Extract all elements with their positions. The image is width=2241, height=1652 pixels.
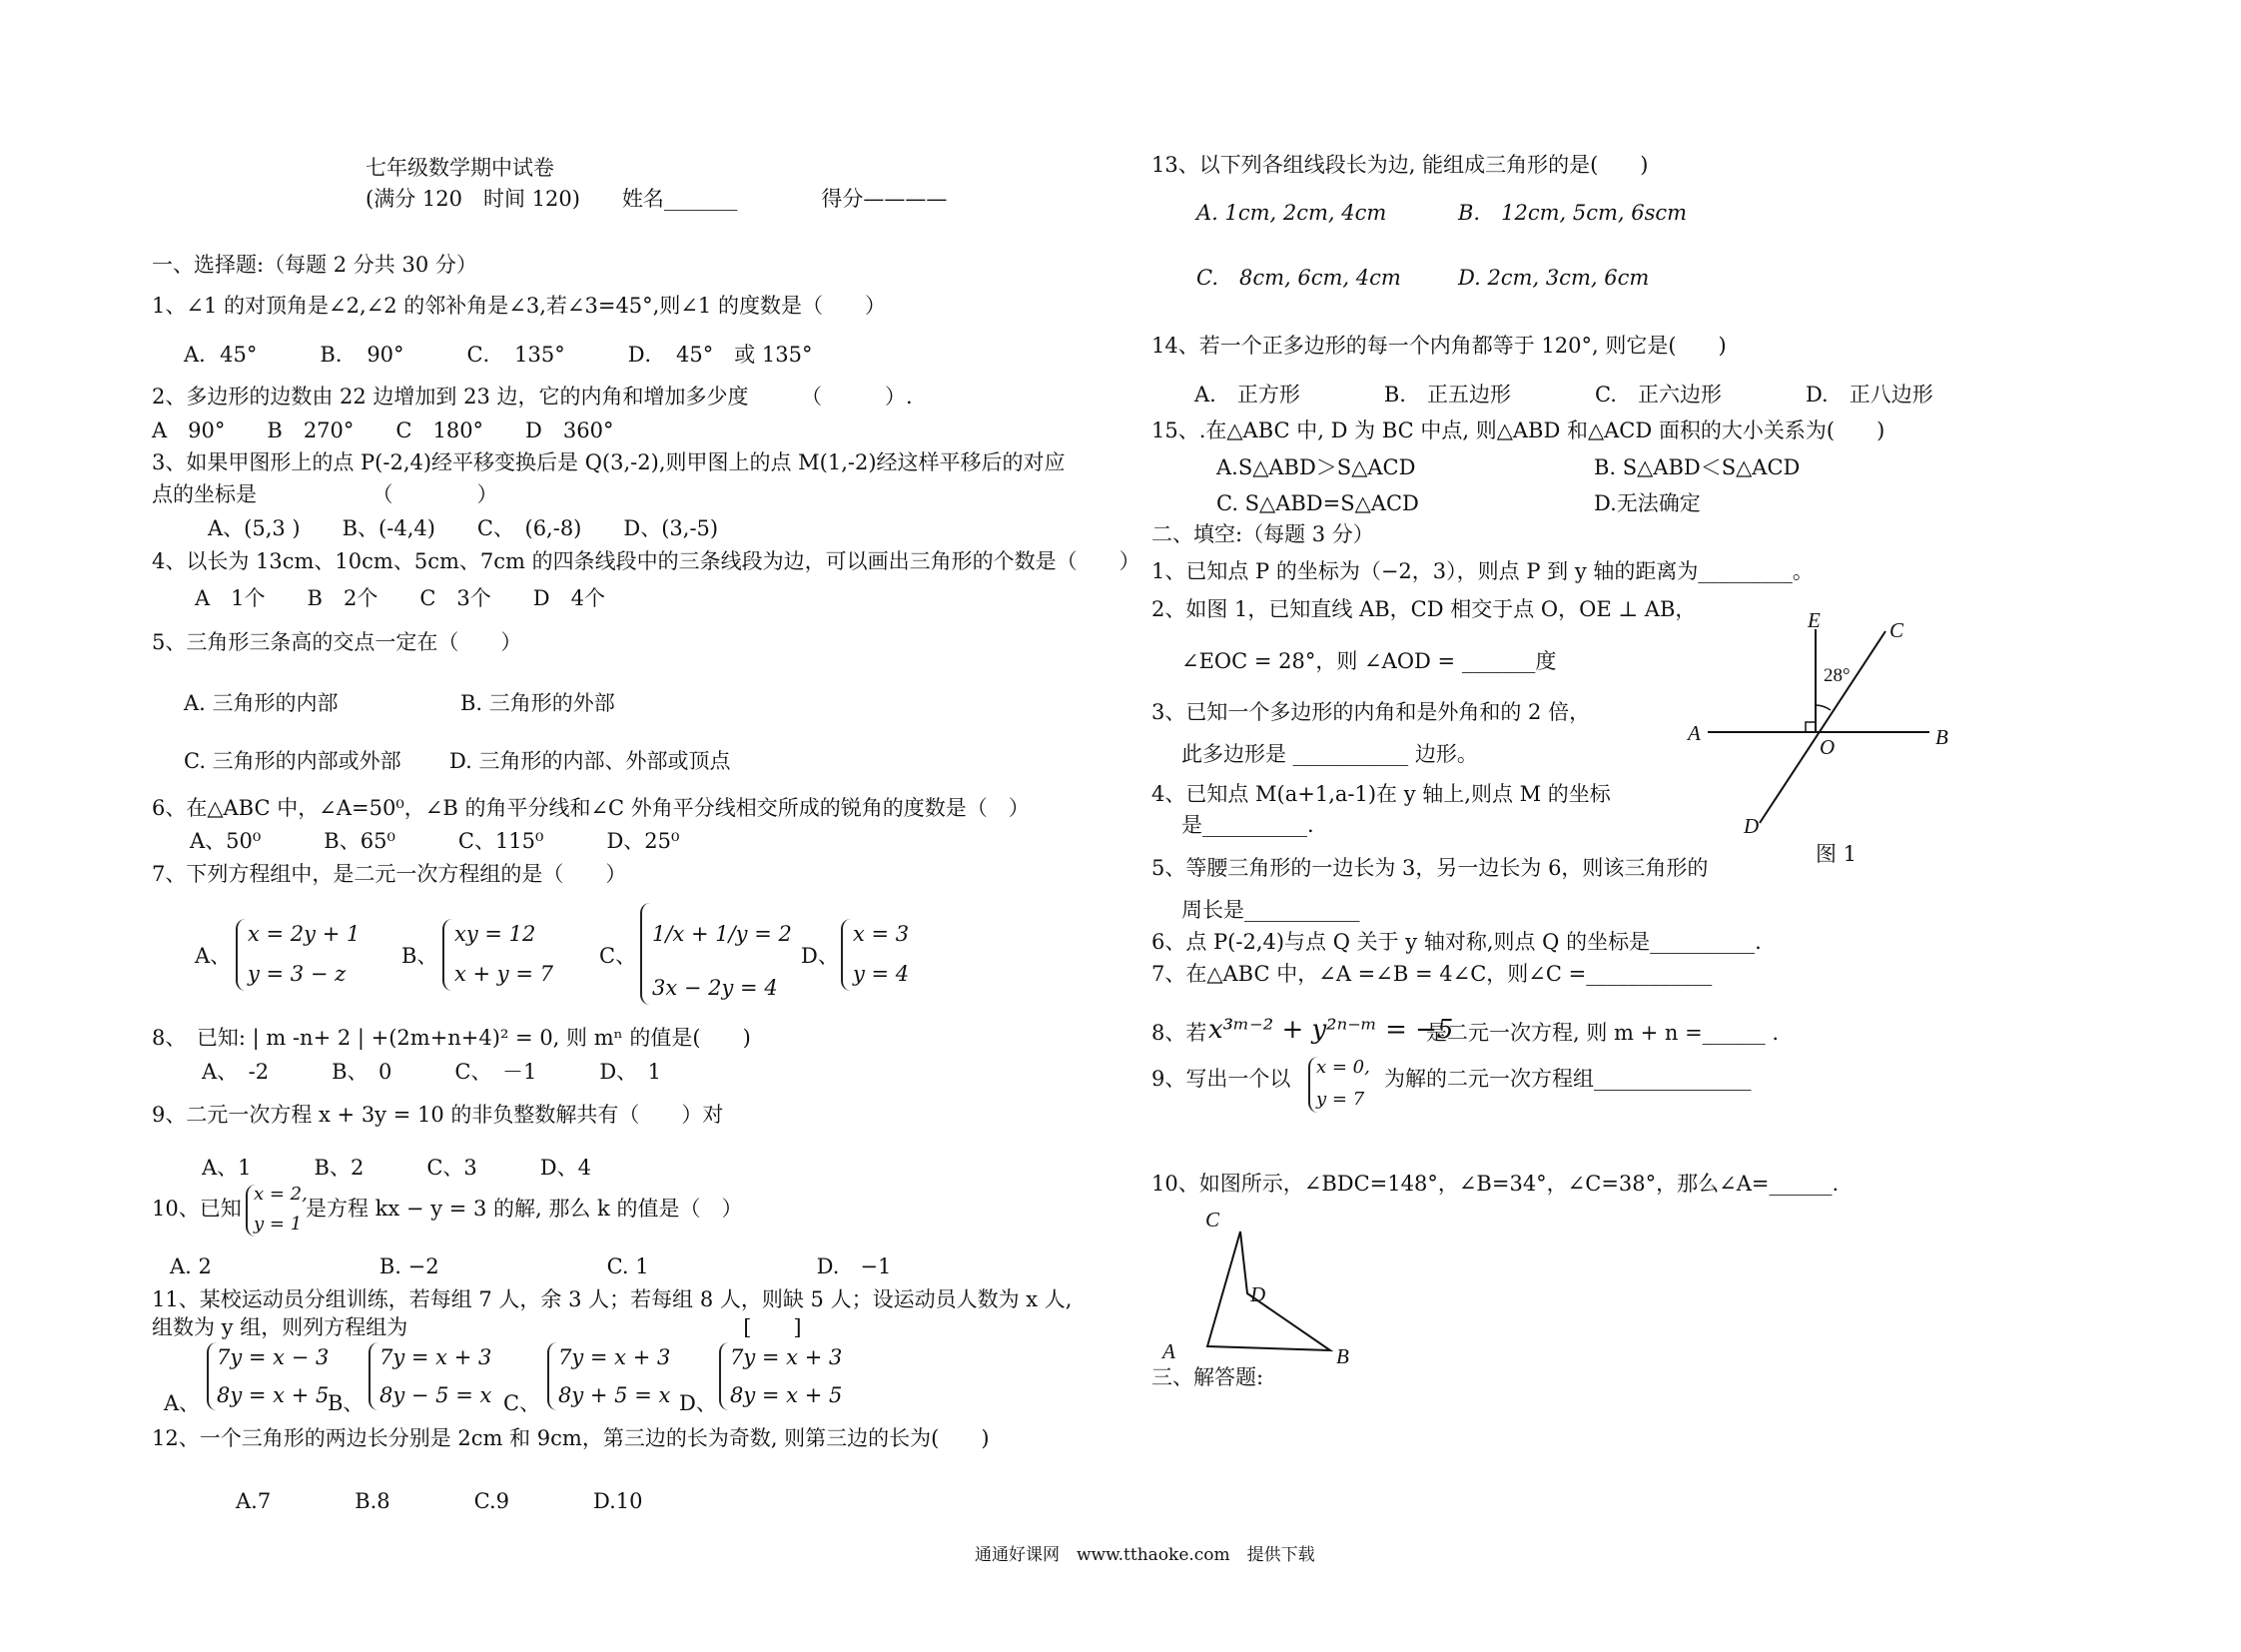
fill1-text: 1、已知点 P 的坐标为（−2，3），则点 P 到 y 轴的距离为_________。 <box>1151 559 1814 583</box>
q7-brace-b <box>442 919 454 991</box>
fill9-post: 为解的二元一次方程组_______________ <box>1384 1067 1752 1091</box>
label-c: C <box>1205 1208 1220 1232</box>
exam-title: 七年级数学期中试卷 <box>366 156 554 180</box>
fill8-expr: x³ᵐ⁻² + y²ⁿ⁻ᵐ = −5 <box>1208 1015 1454 1045</box>
q7-brace-a <box>236 919 248 991</box>
fill9-pre: 9、写出一个以 <box>1151 1067 1291 1091</box>
quadrilateral-abdc <box>1207 1232 1330 1350</box>
q15-option-c: C. S△ABD=S△ACD <box>1216 491 1419 515</box>
angle-label: 28° <box>1824 665 1851 686</box>
q8-stem: 8、 已知: | m -n+ 2 | +(2m+n+4)² = 0, 则 mⁿ 的值是( ) <box>152 1026 751 1050</box>
q11-stem-line2: 组数为 y 组，则列方程组为 [ ] <box>152 1315 802 1339</box>
q14-stem: 14、若一个正多边形的每一个内角都等于 120°, 则它是( ) <box>1151 334 1727 358</box>
fill7-text: 7、在△ABC 中，∠A =∠B = 4∠C，则∠C =____________ <box>1151 962 1713 986</box>
q5-option-b: B. 三角形的外部 <box>460 691 615 715</box>
fill5-line2: 周长是___________ <box>1181 898 1360 922</box>
q11-label-d: D、 <box>679 1391 717 1415</box>
figure-1-caption: 图 1 <box>1816 842 1858 866</box>
fill9-sys-eq2: y = 7 <box>1316 1089 1365 1110</box>
label-b: B <box>1935 725 1948 749</box>
q12-stem: 12、一个三角形的两边长分别是 2cm 和 9cm，第三边的长为奇数, 则第三边的长为( ) <box>152 1426 990 1450</box>
fill8-post: 是二元一次方程, 则 m + n =______ . <box>1426 1021 1780 1045</box>
fill3-line2: 此多边形是 ___________ 边形。 <box>1181 742 1478 766</box>
label-c: C <box>1889 618 1904 642</box>
q11-d-eq2: 8y = x + 5 <box>730 1383 843 1407</box>
q11-c-eq1: 7y = x + 3 <box>558 1345 671 1369</box>
q13-option-a: A. 1cm, 2cm, 4cm <box>1196 201 1387 225</box>
q13-stem: 13、以下列各组线段长为边, 能组成三角形的是( ) <box>1151 153 1649 177</box>
q2-stem: 2、多边形的边数由 22 边增加到 23 边，它的内角和增加多少度 （ ）. <box>152 385 913 409</box>
label-e: E <box>1808 609 1821 632</box>
exam-info: (满分 120 时间 120) 姓名_______ 得分———— <box>366 187 948 211</box>
q11-label-c: C、 <box>503 1391 541 1415</box>
fill2-line2: ∠EOC = 28°，则 ∠AOD = _______度 <box>1181 649 1557 673</box>
q7-label-d: D、 <box>801 944 839 968</box>
fill4-line2: 是__________. <box>1181 813 1314 837</box>
q7-stem: 7、下列方程组中，是二元一次方程组的是（ ） <box>152 862 627 886</box>
right-angle-mark <box>1806 722 1816 732</box>
q7-brace-d <box>841 919 853 991</box>
q2-options: A 90° B 270° C 180° D 360° <box>152 418 614 442</box>
section-fill-heading: 二、填空:（每题 3 分） <box>1151 522 1374 546</box>
section-answer-heading: 三、解答题: <box>1151 1365 1264 1389</box>
q4-stem: 4、以长为 13cm、10cm、5cm、7cm 的四条线段中的三条线段为边，可以画出三角形的个数是（ ） <box>152 549 1140 573</box>
q13-option-b: B. 12cm, 5cm, 6scm <box>1458 201 1688 225</box>
label-d: D <box>1744 814 1760 838</box>
q10-sys-eq2: y = 1 <box>254 1214 303 1235</box>
fill9-sys-eq1: x = 0, <box>1316 1057 1370 1078</box>
q6-stem: 6、在△ABC 中，∠A=50⁰，∠B 的角平分线和∠C 外角平分线相交所成的锐角的度数是（ ） <box>152 796 1030 820</box>
q7-label-c: C、 <box>599 944 637 968</box>
label-a: A <box>1688 721 1701 745</box>
section-choice-heading: 一、选择题:（每题 2 分共 30 分） <box>152 253 477 277</box>
fill4-line1: 4、已知点 M(a+1,a-1)在 y 轴上,则点 M 的坐标 <box>1151 782 1611 806</box>
figure-1-diagram <box>1668 609 1967 869</box>
q4-options: A 1个 B 2个 C 3个 D 4个 <box>195 586 605 610</box>
q11-a-eq2: 8y = x + 5 <box>217 1383 330 1407</box>
q5-option-a: A. 三角形的内部 <box>184 691 339 715</box>
fill2-line1: 2、如图 1，已知直线 AB，CD 相交于点 O，OE ⊥ AB， <box>1151 597 1697 621</box>
q5-stem: 5、三角形三条高的交点一定在（ ） <box>152 630 522 654</box>
q7-label-a: A、 <box>195 944 232 968</box>
q5-option-d: D. 三角形的内部、外部或顶点 <box>449 749 731 773</box>
q13-option-c: C. 8cm, 6cm, 4cm <box>1196 266 1401 290</box>
q5-option-c: C. 三角形的内部或外部 <box>184 749 401 773</box>
q13-option-d: D. 2cm, 3cm, 6cm <box>1458 266 1650 290</box>
q7-b-eq1: xy = 12 <box>454 922 536 946</box>
q11-a-eq1: 7y = x − 3 <box>217 1345 330 1369</box>
q9-options: A、1 B、2 C、3 D、4 <box>202 1156 591 1180</box>
fill5-line1: 5、等腰三角形的一边长为 3，另一边长为 6，则该三角形的 <box>1151 856 1709 880</box>
q15-option-d: D.无法确定 <box>1594 491 1701 515</box>
figure-2-triangle <box>1158 1204 1358 1368</box>
q11-d-eq1: 7y = x + 3 <box>730 1345 843 1369</box>
label-o: O <box>1820 735 1836 759</box>
q1-options: A．45° B． 90° C． 135° D． 45° 或 135° <box>184 343 813 367</box>
angle-arc <box>1816 705 1831 710</box>
q10-pre: 10、已知 <box>152 1197 242 1221</box>
fill10-text: 10、如图所示，∠BDC=148°，∠B=34°，∠C=38°，那么∠A=______. <box>1151 1172 1840 1196</box>
q3-stem-line1: 3、如果甲图形上的点 P(-2,4)经平移变换后是 Q(3,-2),则甲图上的点 M(1,-2)经这样平移后的对应 <box>152 450 1066 474</box>
q15-option-b: B. S△ABD＜S△ACD <box>1594 455 1801 479</box>
q11-c-eq2: 8y + 5 = x <box>558 1383 671 1407</box>
q6-options: A、50⁰ B、65⁰ C、115⁰ D、25⁰ <box>190 829 680 853</box>
q7-d-eq2: y = 4 <box>853 962 910 986</box>
q7-brace-c <box>640 903 652 1005</box>
q11-b-eq1: 7y = x + 3 <box>379 1345 492 1369</box>
footer-credit: 通通好课网 www.tthaoke.com 提供下载 <box>975 1545 1315 1565</box>
q15-option-a: A.S△ABD＞S△ACD <box>1216 455 1416 479</box>
q10-options: A. 2 B. −2 C. 1 D. −1 <box>170 1254 892 1278</box>
q7-b-eq2: x + y = 7 <box>454 962 553 986</box>
q11-label-b: B、 <box>328 1391 365 1415</box>
q7-label-b: B、 <box>401 944 438 968</box>
q7-a-eq2: y = 3 − z <box>248 962 347 986</box>
q3-stem-line2: 点的坐标是 （ ） <box>152 482 498 506</box>
q12-options: A.7 B.8 C.9 D.10 <box>236 1489 643 1513</box>
fill6-text: 6、点 P(-2,4)与点 Q 关于 y 轴对称,则点 Q 的坐标是__________. <box>1151 930 1762 954</box>
q7-c-eq1: 1/x + 1/y = 2 <box>652 922 792 946</box>
q7-c-eq2: 3x − 2y = 4 <box>652 976 778 1000</box>
q9-stem: 9、二元一次方程 x + 3y = 10 的非负整数解共有（ ）对 <box>152 1103 724 1127</box>
q7-d-eq1: x = 3 <box>853 922 910 946</box>
line-cd <box>1760 631 1885 823</box>
fill8-pre: 8、若 <box>1151 1021 1207 1045</box>
q7-a-eq1: x = 2y + 1 <box>248 922 361 946</box>
label-b: B <box>1336 1344 1349 1368</box>
q11-label-a: A、 <box>164 1391 201 1415</box>
fill3-line1: 3、已知一个多边形的内角和是外角和的 2 倍， <box>1151 700 1591 724</box>
q10-post: 是方程 kx − y = 3 的解, 那么 k 的值是（ ） <box>306 1197 743 1221</box>
q8-options: A、 -2 B、 0 C、 －1 D、 1 <box>202 1060 662 1084</box>
label-a: A <box>1162 1339 1175 1363</box>
q10-sys-eq1: x = 2, <box>254 1184 308 1205</box>
q1-stem: 1、∠1 的对顶角是∠2,∠2 的邻补角是∠3,若∠3=45°,则∠1 的度数是（ ） <box>152 294 886 318</box>
q11-stem-line1: 11、某校运动员分组训练，若每组 7 人，余 3 人；若每组 8 人，则缺 5 人；设运动员人数为 x 人, <box>152 1287 1073 1311</box>
q3-options: A、(5,3 ) B、(-4,4) C、 (6,-8) D、(3,-5) <box>208 516 719 540</box>
q15-stem: 15、.在△ABC 中, D 为 BC 中点, 则△ABD 和△ACD 面积的大小关系为( ) <box>1151 418 1885 442</box>
q11-b-eq2: 8y − 5 = x <box>379 1383 492 1407</box>
q14-options: A. 正方形 B. 正五边形 C. 正六边形 D. 正八边形 <box>1194 383 1933 407</box>
label-d: D <box>1250 1282 1266 1306</box>
